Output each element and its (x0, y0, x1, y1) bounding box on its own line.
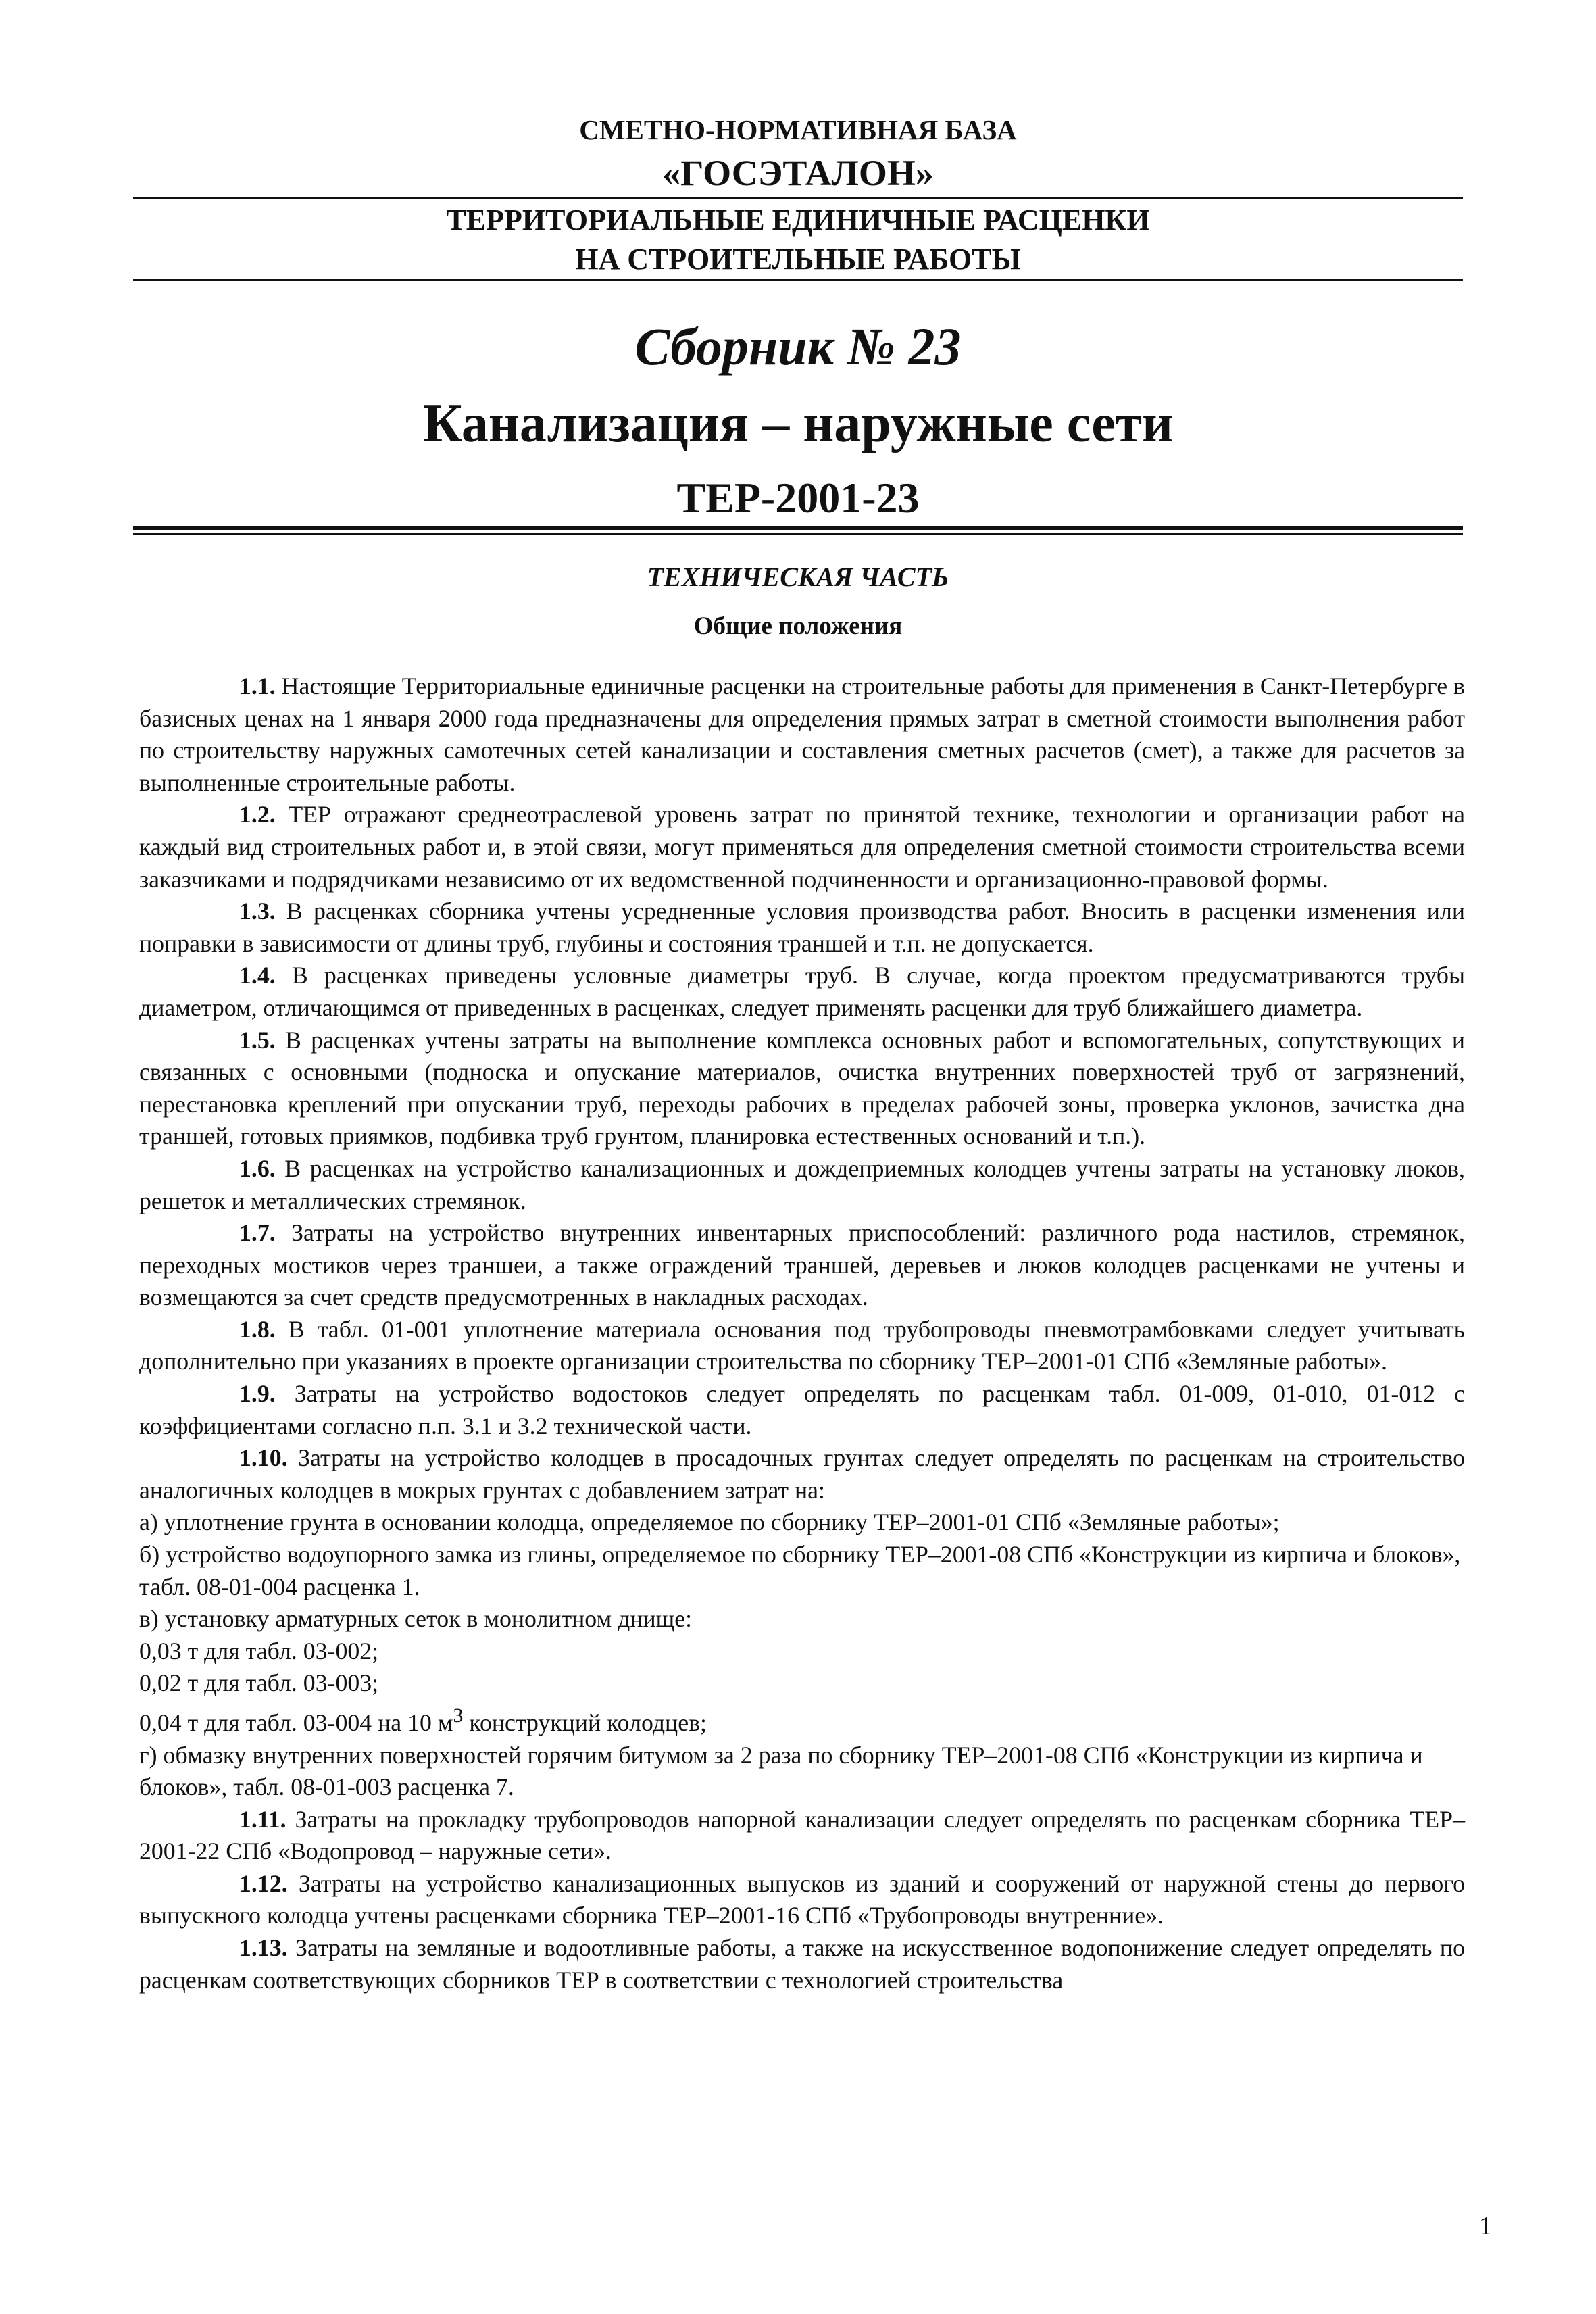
paragraph (139, 1932, 1465, 1996)
paragraph-text: В расценках сборника учтены усредненные условия производства работ. Вносить в расценки изменения или поправки в зависимости от длины труб, глубины и состояния траншей и т.п. не допускается. (139, 897, 1465, 957)
rule-double-2 (133, 533, 1463, 535)
paragraph (139, 1442, 1465, 1506)
paragraph-number: 1.9. (239, 1380, 276, 1408)
list-item: 0,03 т для табл. 03-002; (139, 1637, 379, 1665)
rule-top (133, 197, 1463, 199)
collection-number: Сборник № 23 (634, 317, 962, 376)
paragraph-number: 1.11. (239, 1805, 286, 1833)
list-item: г) обмазку внутренних поверхностей горячим битумом за 2 раза по сборнику ТЕР–2001-08 СПб «Конструкции из кирпича и блоков», табл. 08-01-003 расценка 7. (139, 1741, 1423, 1801)
paragraph-number: 1.6. (239, 1154, 276, 1182)
paragraph-number: 1.2. (239, 801, 276, 829)
paragraph-text: Затраты на устройство колодцев в просадочных грунтах следует определять по расценкам на строительство аналогичных колодцев в мокрых грунтах с добавлением затрат на: (139, 1444, 1465, 1504)
paragraph-number: 1.5. (239, 1026, 276, 1054)
paragraph-text: В расценках приведены условные диаметры труб. В случае, когда проектом предусматриваются трубы диаметром, отличающимся от приведенных в расценках, следует применять расценки для труб ближайшего диаметра. (139, 962, 1465, 1021)
paragraph-number: 1.7. (239, 1219, 276, 1247)
paragraph-text: ТЕР отражают среднеотраслевой уровень затрат по принятой технике, технологии и организации работ на каждый вид строительных работ и, в этой связи, могут применяться для определения сметной стоимости строительства всеми заказчиками и подрядчиками независимо от их ведомственной подчиненности и организационно-правовой формы. (139, 801, 1465, 893)
paragraph-text: Затраты на устройство водостоков следует определять по расценкам табл. 01-009, 01-010, 01-012 с коэффициентами согласно п.п. 3.1 и 3.2 технической части. (139, 1380, 1465, 1439)
header-line-4: НА СТРОИТЕЛЬНЫЕ РАБОТЫ (575, 243, 1021, 276)
paragraph-text: В расценках на устройство канализационных и дождеприемных колодцев учтены затраты на установку люков, решеток и металлических стремянок. (139, 1154, 1465, 1214)
paragraph-number: 1.10. (239, 1444, 288, 1472)
document-title: Канализация – наружные сети (422, 394, 1174, 453)
list-item: в) установку арматурных сеток в монолитном днище: (139, 1605, 693, 1633)
paragraph (139, 1153, 1465, 1217)
paragraph (139, 1804, 1465, 1868)
paragraph-number: 1.8. (239, 1315, 276, 1343)
paragraph-number: 1.4. (239, 962, 276, 989)
list-item (139, 1700, 1465, 1740)
list-item: 0,02 т для табл. 03-003; (139, 1669, 379, 1697)
paragraph-number: 1.1. (239, 672, 276, 699)
body-text (139, 670, 1465, 1996)
paragraph (139, 960, 1465, 1024)
paragraph (139, 1217, 1465, 1314)
list-item: б) устройство водоупорного замка из глины, определяемое по сборнику ТЕР–2001-08 СПб «Конструкции из кирпича и блоков», табл. 08-01-004 расценка 1. (139, 1541, 1461, 1600)
list-item-text: 0,04 т для табл. 03-004 на 10 м (139, 1708, 453, 1736)
paragraph (139, 1314, 1465, 1378)
paragraph-text: Затраты на земляные и водоотливные работы, а также на искусственное водопонижение следует определять по расценкам соответствующих сборников ТЕР в соответствии с технологией строительства (139, 1934, 1465, 1994)
paragraph-text: В расценках учтены затраты на выполнение комплекса основных работ и вспомогательных, сопутствующих и связанных с основными (подноска и опускание материалов, очистка внутренних поверхностей труб от загрязнений, перестановка креплений при опускании труб, переходы рабочих в пределах рабочей зоны, проверка уклонов, зачистка дна траншей, готовых приямков, подбивка труб грунтом, планировка естественных оснований и т.п.). (139, 1026, 1465, 1150)
paragraph (139, 670, 1465, 799)
paragraph (139, 799, 1465, 895)
rule-double-1 (133, 526, 1463, 530)
paragraph-number: 1.3. (239, 897, 276, 925)
superscript: 3 (453, 1704, 464, 1727)
subsection-title: Общие положения (693, 612, 903, 640)
header-line-3: ТЕРРИТОРИАЛЬНЫЕ ЕДИНИЧНЫЕ РАСЦЕНКИ (446, 203, 1150, 237)
paragraph-number: 1.13. (239, 1934, 288, 1962)
page-number: 1 (1479, 2212, 1492, 2240)
paragraph-text: Настоящие Территориальные единичные расценки на строительные работы для применения в Санкт-Петербурге в базисных ценах на 1 января 2000 года предназначены для определения прямых затрат в сметной стоимости выполнения работ по строительству наружных самотечных сетей канализации и составления сметных расчетов (смет), а также для расчетов за выполненные строительные работы. (139, 672, 1465, 796)
paragraph-text: Затраты на прокладку трубопроводов напорной канализации следует определять по расценкам сборника ТЕР–2001-22 СПб «Водопровод – наружные сети». (139, 1805, 1465, 1865)
paragraph (139, 1025, 1465, 1153)
list-item-text: конструкций колодцев; (463, 1708, 707, 1736)
document-code: ТЕР-2001-23 (676, 474, 920, 522)
list-item: а) уплотнение грунта в основании колодца, определяемое по сборнику ТЕР–2001-01 СПб «Земляные работы»; (139, 1508, 1280, 1536)
header-line-1: СМЕТНО-НОРМАТИВНАЯ БАЗА (579, 114, 1017, 145)
paragraph-number: 1.12. (239, 1869, 288, 1897)
paragraph (139, 895, 1465, 960)
rule-mid (133, 279, 1463, 281)
header-line-2: «ГОСЭТАЛОН» (662, 153, 934, 193)
paragraph (139, 1378, 1465, 1442)
paragraph-text: Затраты на устройство внутренних инвентарных приспособлений: различного рода настилов, стремянок, переходных мостиков через траншеи, а также ограждений траншей, деревьев и люков колодцев расценками не учтены и возмещаются за счет средств предусмотренных в накладных расходах. (139, 1219, 1465, 1311)
section-title: ТЕХНИЧЕСКАЯ ЧАСТЬ (647, 562, 949, 592)
paragraph-text: В табл. 01-001 уплотнение материала основания под трубопроводы пневмотрамбовками следует учитывать дополнительно при указаниях в проекте организации строительства по сборнику ТЕР–2001-01 СПб «Земляные работы». (139, 1315, 1465, 1375)
paragraph (139, 1868, 1465, 1932)
paragraph-text: Затраты на устройство канализационных выпусков из зданий и сооружений от наружной стены до первого выпускного колодца учтены расценками сборника ТЕР–2001-16 СПб «Трубопроводы внутренние». (139, 1869, 1465, 1929)
